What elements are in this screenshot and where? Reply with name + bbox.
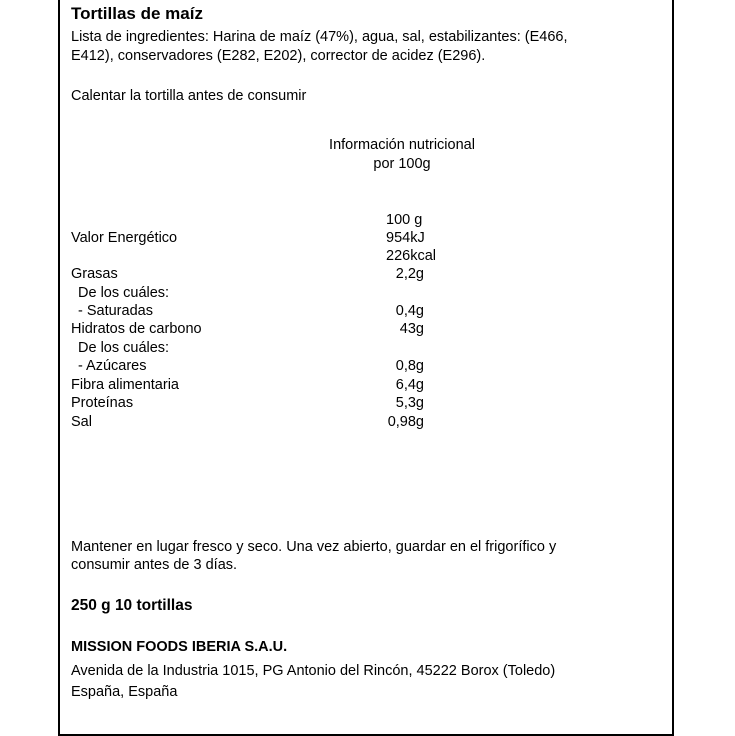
- nutrient-value-protein: 5,3g: [395, 395, 424, 411]
- manufacturer-country: España, España: [71, 684, 178, 700]
- net-content: 250 g 10 tortillas: [71, 597, 193, 614]
- ingredients-line-2: E412), conservadores (E282, E202), corrector de acidez (E296).: [71, 48, 486, 64]
- preparation-instructions: Calentar la tortilla antes de consumir: [71, 88, 307, 104]
- nutrient-label-sugars: - Azúcares: [78, 358, 147, 374]
- storage-line-2: consumir antes de 3 días.: [71, 557, 238, 573]
- nutrition-heading: Información nutricional: [329, 137, 475, 153]
- manufacturer-address: Avenida de la Industria 1015, PG Antonio del Rincón, 45222 Borox (Toledo): [71, 663, 556, 679]
- nutrient-label-fat-of-which: De los cuáles:: [78, 285, 170, 301]
- nutrient-label-carbs-of-which: De los cuáles:: [78, 340, 170, 356]
- nutrient-label-saturated: - Saturadas: [78, 303, 153, 319]
- nutrient-label-salt: Sal: [71, 414, 92, 430]
- nutrient-value-salt: 0,98g: [387, 414, 424, 430]
- nutrient-value-saturated: 0,4g: [395, 303, 424, 319]
- nutrient-value-sugars: 0,8g: [395, 358, 424, 374]
- product-title: Tortillas de maíz: [71, 4, 203, 23]
- nutrient-value-carbohydrates: 43g: [399, 321, 424, 337]
- nutrient-value-energy-kcal: 226kcal: [386, 248, 436, 264]
- nutrient-label-carbohydrates: Hidratos de carbono: [71, 321, 202, 337]
- manufacturer-name: MISSION FOODS IBERIA S.A.U.: [71, 639, 288, 655]
- nutrient-value-fat: 2,2g: [395, 266, 424, 282]
- ingredients-line-1: Lista de ingredientes: Harina de maíz (47%), agua, sal, estabilizantes: (E466,: [71, 29, 568, 45]
- nutrient-label-protein: Proteínas: [71, 395, 134, 411]
- nutrient-value-fibre: 6,4g: [395, 377, 424, 393]
- nutrient-value-energy-kj: 954kJ: [386, 230, 425, 246]
- nutrient-label-fibre: Fibra alimentaria: [71, 377, 179, 393]
- nutrition-column-header: 100 g: [386, 212, 423, 228]
- nutrition-heading-per: por 100g: [373, 156, 431, 172]
- nutrient-label-fat: Grasas: [71, 266, 118, 282]
- nutrient-label-energy: Valor Energético: [71, 230, 178, 246]
- storage-line-1: Mantener en lugar fresco y seco. Una vez abierto, guardar en el frigorífico y: [71, 539, 557, 555]
